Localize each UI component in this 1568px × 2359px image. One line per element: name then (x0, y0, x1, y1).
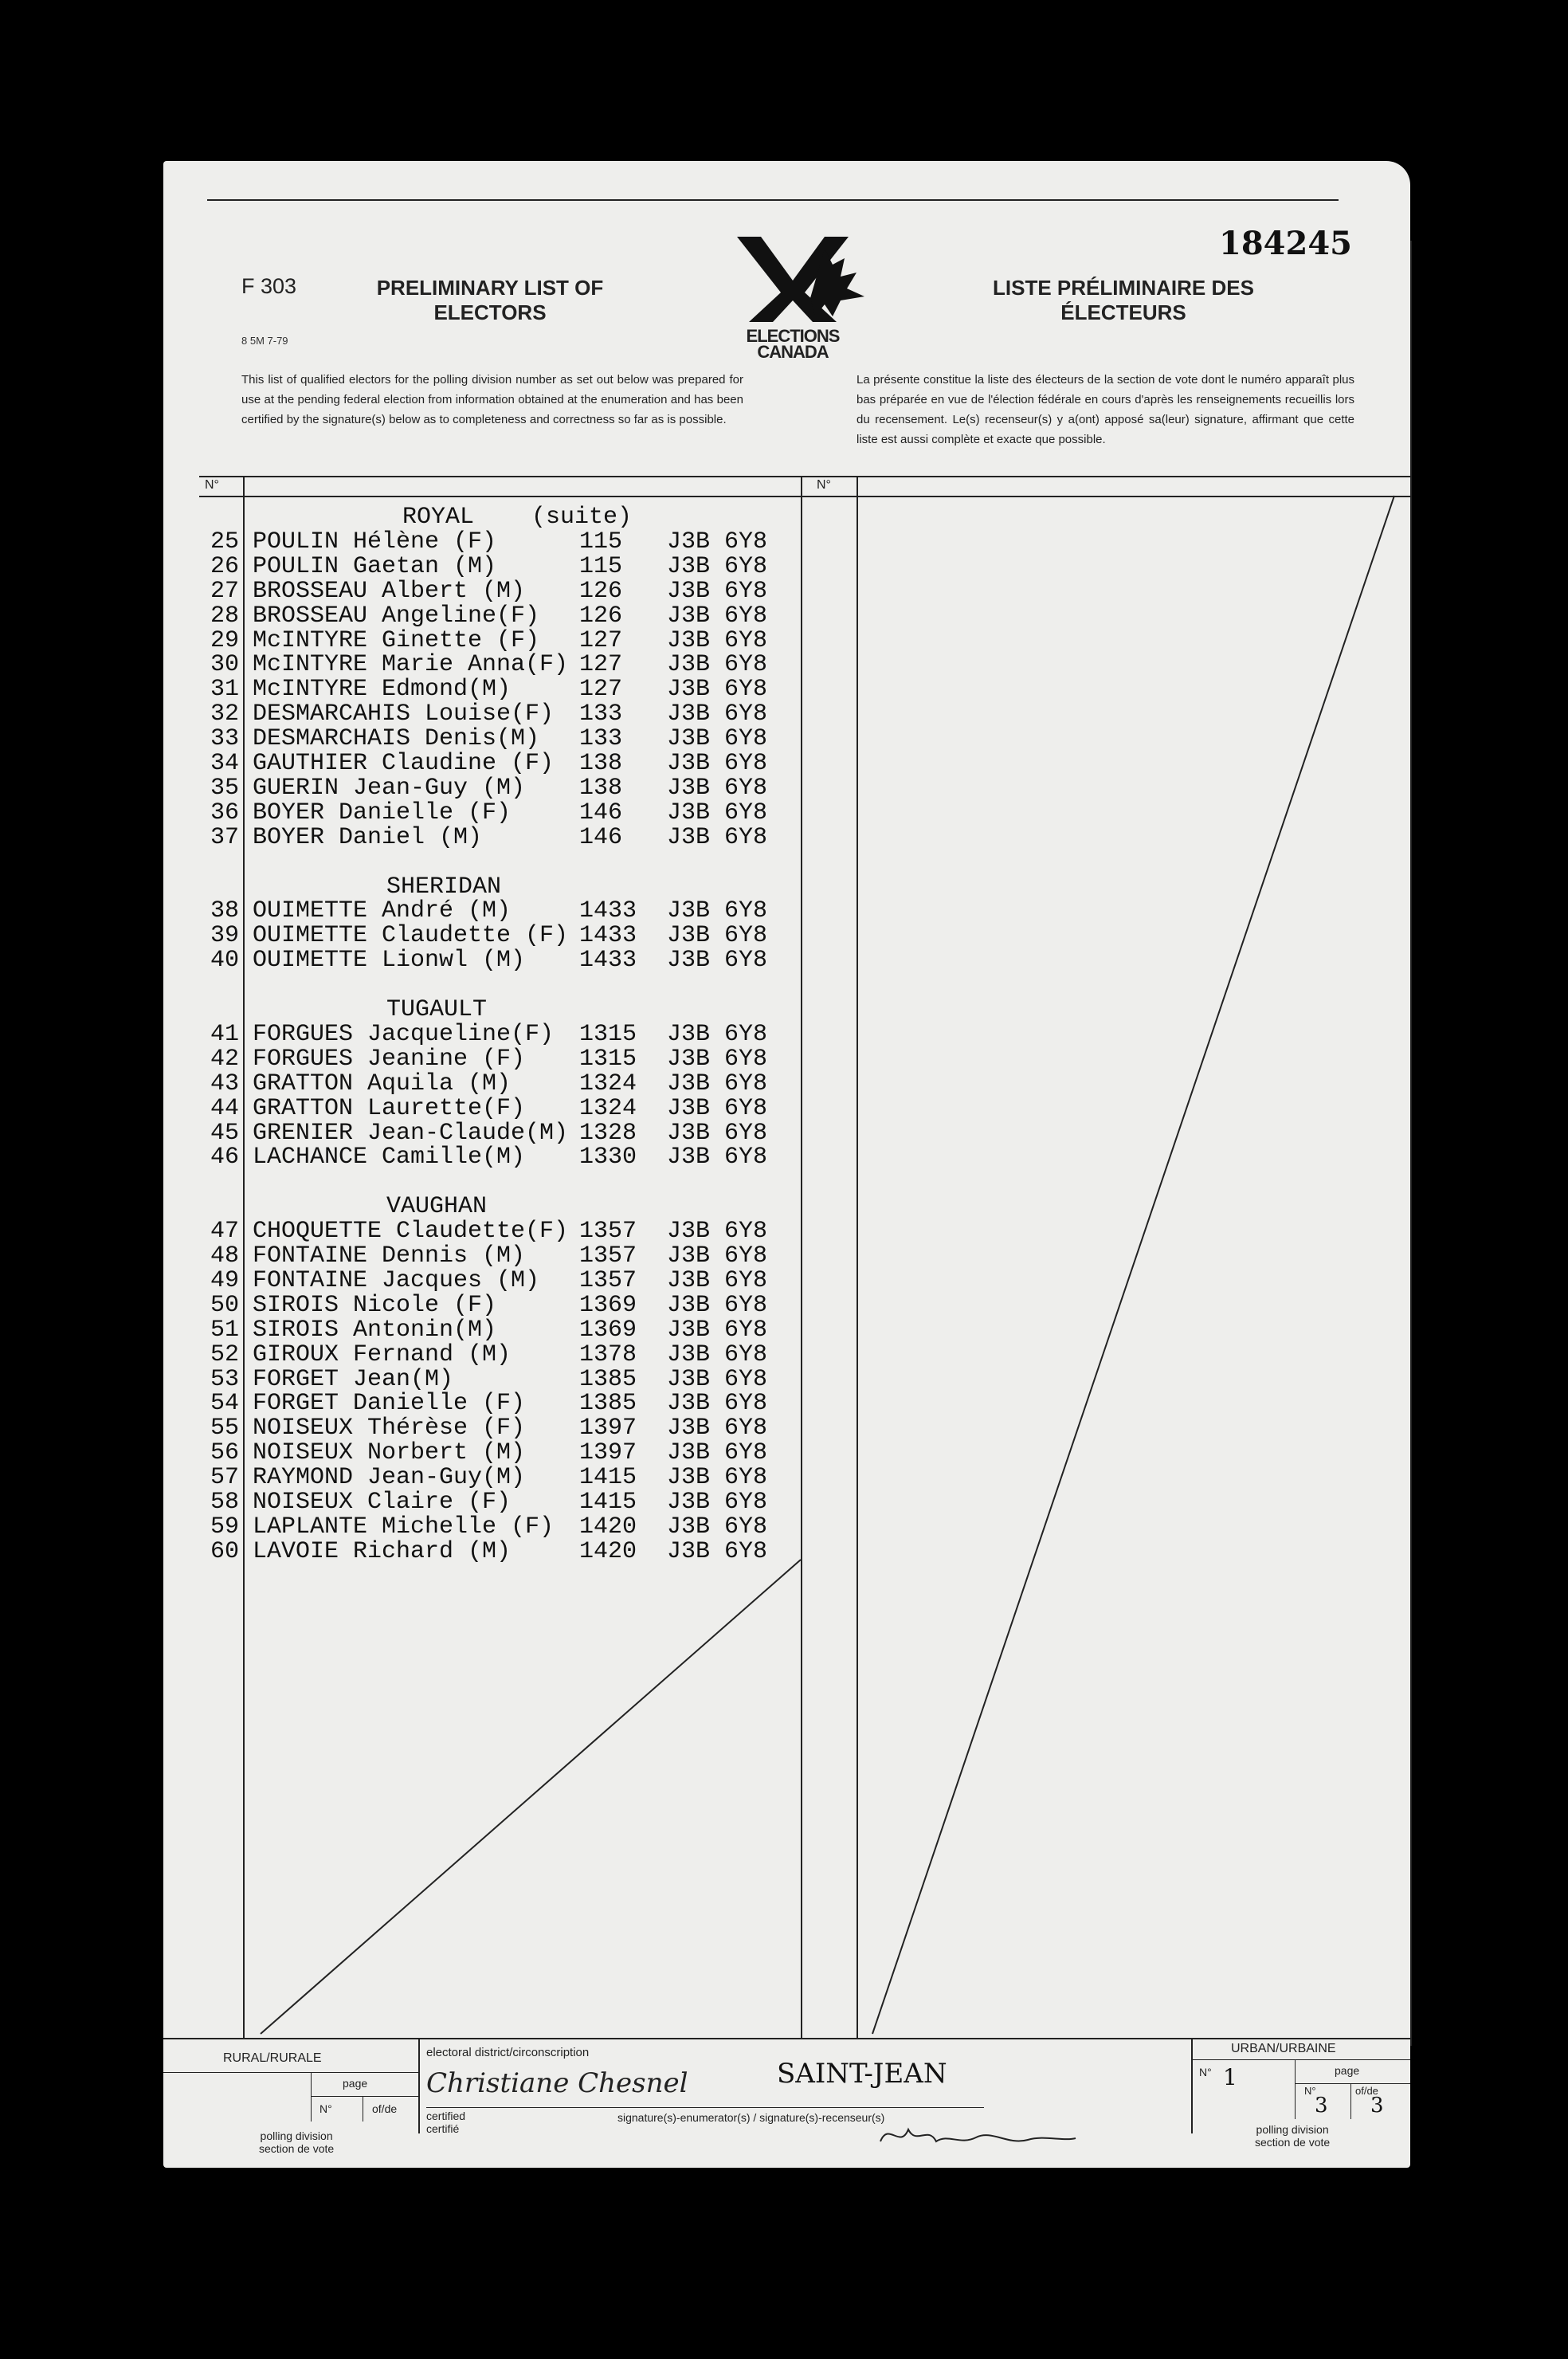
elector-number: 57 (210, 1464, 239, 1492)
elector-number: 36 (210, 799, 239, 826)
elector-name: GRATTON Laurette(F) (253, 1094, 526, 1122)
elector-name: DESMARCAHIS Louise(F) (253, 701, 555, 728)
elector-number: 41 (210, 1020, 239, 1048)
elector-name: FORGUES Jacqueline(F) (253, 1020, 555, 1048)
elector-number: 52 (210, 1340, 239, 1368)
elector-name: GAUTHIER Claudine (F) (253, 750, 555, 777)
elector-postal-code: J3B 6Y8 (667, 577, 768, 605)
elector-name: McINTYRE Ginette (F) (253, 626, 540, 654)
elector-address: 127 (579, 651, 623, 679)
elector-number: 28 (210, 602, 239, 630)
elector-number: 42 (210, 1045, 239, 1073)
form-number: F 303 (241, 274, 297, 298)
urban-of-label: of/de (1355, 2085, 1378, 2097)
elector-address: 1324 (579, 1094, 637, 1122)
elector-postal-code: J3B 6Y8 (667, 725, 768, 753)
elector-name: FORGUES Jeanine (F) (253, 1045, 526, 1073)
elector-postal-code: J3B 6Y8 (667, 602, 768, 630)
elector-address: 1369 (579, 1316, 637, 1344)
elector-name: BROSSEAU Albert (M) (253, 577, 526, 605)
elector-address: 1433 (579, 947, 637, 975)
elector-name: GRENIER Jean-Claude(M) (253, 1119, 569, 1147)
elector-address: 1369 (579, 1291, 637, 1319)
elector-number: 35 (210, 774, 239, 802)
elector-number: 54 (210, 1390, 239, 1418)
title-en-line2: ELECTORS (433, 300, 547, 324)
elector-postal-code: J3B 6Y8 (667, 1242, 768, 1270)
elector-number: 31 (210, 676, 239, 704)
serial-number: 184245 (1219, 225, 1352, 262)
rural-page-label: page (343, 2077, 368, 2090)
footer-rule-2 (1191, 2038, 1193, 2133)
urban-of-rule (1350, 2083, 1351, 2119)
elector-number: 50 (210, 1291, 239, 1319)
urban-label: URBAN/URBAINE (1231, 2042, 1336, 2055)
elector-name: McINTYRE Marie Anna(F) (253, 651, 569, 679)
elector-postal-code: J3B 6Y8 (667, 1513, 768, 1541)
title-fr-line2: ÉLECTEURS (1060, 300, 1186, 324)
elector-name: FONTAINE Dennis (M) (253, 1242, 526, 1270)
electoral-district-value: SAINT-JEAN (777, 2058, 947, 2090)
elector-number: 48 (210, 1242, 239, 1270)
rural-polling-en: polling division (260, 2129, 333, 2142)
elector-postal-code: J3B 6Y8 (667, 1218, 768, 1246)
elector-address: 1357 (579, 1242, 637, 1270)
elector-name: POULIN Hélène (F) (253, 528, 497, 555)
elector-address: 126 (579, 577, 623, 605)
rural-label: RURAL/RURALE (223, 2051, 322, 2065)
elector-number: 32 (210, 701, 239, 728)
elector-number: 34 (210, 750, 239, 777)
elector-postal-code: J3B 6Y8 (667, 1365, 768, 1393)
elector-address: 1433 (579, 922, 637, 950)
elector-address: 126 (579, 602, 623, 630)
elector-address: 127 (579, 626, 623, 654)
right-border-rule (1410, 241, 1412, 2046)
elector-number: 51 (210, 1316, 239, 1344)
elector-name: NOISEUX Thérèse (F) (253, 1415, 526, 1442)
certified-fr: certifié (426, 2122, 460, 2135)
urban-page-no: 3 (1315, 2094, 1328, 2118)
elector-postal-code: J3B 6Y8 (667, 799, 768, 826)
elector-name: OUIMETTE André (M) (253, 897, 512, 925)
elector-address: 146 (579, 823, 623, 851)
elector-postal-code: J3B 6Y8 (667, 1439, 768, 1467)
footer-rule-1 (418, 2038, 420, 2133)
title-fr-line1: LISTE PRÉLIMINAIRE DES (993, 276, 1254, 300)
elector-number: 46 (210, 1144, 239, 1172)
elector-address: 1330 (579, 1144, 637, 1172)
second-signature-scribble (872, 2118, 1080, 2157)
elector-postal-code: J3B 6Y8 (667, 774, 768, 802)
urban-no-value: 1 (1223, 2064, 1237, 2090)
rural-polling-fr: section de vote (259, 2142, 335, 2155)
elector-address: 1378 (579, 1340, 637, 1368)
elector-address: 1420 (579, 1513, 637, 1541)
urban-rule (1191, 2059, 1410, 2060)
elector-number: 25 (210, 528, 239, 555)
elector-postal-code: J3B 6Y8 (667, 1464, 768, 1492)
elector-address: 1397 (579, 1415, 637, 1442)
elector-number: 44 (210, 1094, 239, 1122)
elector-address: 115 (579, 552, 623, 580)
elector-number: 53 (210, 1365, 239, 1393)
elector-postal-code: J3B 6Y8 (667, 651, 768, 679)
elector-postal-code: J3B 6Y8 (667, 1266, 768, 1294)
elector-address: 1385 (579, 1390, 637, 1418)
elector-number: 40 (210, 947, 239, 975)
elector-name: BROSSEAU Angeline(F) (253, 602, 540, 630)
elector-postal-code: J3B 6Y8 (667, 897, 768, 925)
logo-text-canada: CANADA (757, 342, 829, 362)
elector-number: 38 (210, 897, 239, 925)
elector-number: 37 (210, 823, 239, 851)
elector-name: BOYER Danielle (F) (253, 799, 512, 826)
elector-postal-code: J3B 6Y8 (667, 1537, 768, 1565)
elector-address: 1415 (579, 1464, 637, 1492)
rural-rule (163, 2072, 418, 2073)
elector-address: 1420 (579, 1537, 637, 1565)
elector-name: DESMARCHAIS Denis(M) (253, 725, 540, 753)
elector-address: 1357 (579, 1266, 637, 1294)
elector-number: 30 (210, 651, 239, 679)
elector-postal-code: J3B 6Y8 (667, 701, 768, 728)
street-heading: ROYAL (suite) (402, 504, 633, 531)
elector-postal-code: J3B 6Y8 (667, 1045, 768, 1073)
intro-english: This list of qualified electors for the polling division number as set out below was prepared for use at the pending federal election from information obtained at the enumeration and has been certified by the signature(s) below as to completeness and correctness so far as is possible. (241, 373, 743, 426)
elector-number: 58 (210, 1489, 239, 1516)
elector-address: 1315 (579, 1045, 637, 1073)
elector-address: 1357 (579, 1218, 637, 1246)
elector-postal-code: J3B 6Y8 (667, 1020, 768, 1048)
elector-postal-code: J3B 6Y8 (667, 1340, 768, 1368)
elector-number: 56 (210, 1439, 239, 1467)
elector-number: 59 (210, 1513, 239, 1541)
elector-name: RAYMOND Jean-Guy(M) (253, 1464, 526, 1492)
elector-name: FONTAINE Jacques (M) (253, 1266, 540, 1294)
elector-postal-code: J3B 6Y8 (667, 1119, 768, 1147)
footer-top-rule (163, 2038, 1410, 2039)
street-heading: TUGAULT (386, 996, 488, 1023)
form-date: 8 5M 7-79 (241, 335, 288, 347)
urban-page-rule (1295, 2059, 1296, 2119)
urban-polling-en: polling division (1256, 2123, 1329, 2136)
elector-postal-code: J3B 6Y8 (667, 1144, 768, 1172)
rural-page-rule-h (311, 2096, 418, 2097)
elector-number: 33 (210, 725, 239, 753)
urban-of-value: 3 (1370, 2094, 1384, 2118)
elector-address: 1433 (579, 897, 637, 925)
elector-number: 43 (210, 1070, 239, 1097)
elector-address: 1315 (579, 1020, 637, 1048)
elector-address: 138 (579, 750, 623, 777)
street-heading: SHERIDAN (386, 873, 502, 901)
elector-postal-code: J3B 6Y8 (667, 1094, 768, 1122)
elector-address: 1415 (579, 1489, 637, 1516)
elector-name: SIROIS Antonin(M) (253, 1316, 497, 1344)
urban-polling-label (1255, 2123, 1330, 2149)
elector-address: 133 (579, 701, 623, 728)
elector-postal-code: J3B 6Y8 (667, 922, 768, 950)
rural-polling-label (259, 2129, 334, 2155)
title-en-line1: PRELIMINARY LIST OF (376, 276, 604, 300)
elector-postal-code: J3B 6Y8 (667, 947, 768, 975)
elector-postal-code: J3B 6Y8 (667, 528, 768, 555)
elector-name: FORGET Jean(M) (253, 1365, 454, 1393)
elector-name: LACHANCE Camille(M) (253, 1144, 526, 1172)
elector-postal-code: J3B 6Y8 (667, 1070, 768, 1097)
elector-list-form (163, 161, 1410, 2168)
elector-name: OUIMETTE Lionwl (M) (253, 947, 526, 975)
elector-postal-code: J3B 6Y8 (667, 1415, 768, 1442)
elector-address: 146 (579, 799, 623, 826)
urban-page-rule-h (1295, 2083, 1410, 2084)
rural-of-label: of/de (372, 2102, 398, 2115)
elector-postal-code: J3B 6Y8 (667, 1316, 768, 1344)
certified-en: certified (426, 2110, 466, 2122)
elector-name: BOYER Daniel (M) (253, 823, 483, 851)
elector-postal-code: J3B 6Y8 (667, 552, 768, 580)
elector-name: GUERIN Jean-Guy (M) (253, 774, 526, 802)
urban-page-no-label: N° (1304, 2085, 1316, 2097)
elector-address: 1397 (579, 1439, 637, 1467)
elector-name: OUIMETTE Claudette (F) (253, 922, 569, 950)
signature-label: signature(s)-enumerator(s) / signature(s)-recenseur(s) (617, 2111, 885, 2124)
elector-name: NOISEUX Claire (F) (253, 1489, 512, 1516)
elector-address: 115 (579, 528, 623, 555)
electoral-district-label: electoral district/circonscription (426, 2046, 590, 2059)
elector-name: LAVOIE Richard (M) (253, 1537, 512, 1565)
elector-number: 49 (210, 1266, 239, 1294)
urban-polling-fr: section de vote (1255, 2136, 1331, 2149)
elector-number: 39 (210, 922, 239, 950)
elector-postal-code: J3B 6Y8 (667, 1291, 768, 1319)
elector-name: CHOQUETTE Claudette(F) (253, 1218, 569, 1246)
rural-page-rule (311, 2072, 312, 2122)
elector-postal-code: J3B 6Y8 (667, 750, 768, 777)
enumerator-signature: Christiane Chesnel (426, 2067, 688, 2099)
certified-label (426, 2110, 465, 2135)
urban-page-label: page (1335, 2064, 1360, 2077)
elector-number: 60 (210, 1537, 239, 1565)
column-header-no-right: N° (817, 478, 831, 492)
elector-address: 127 (579, 676, 623, 704)
elector-name: LAPLANTE Michelle (F) (253, 1513, 555, 1541)
intro-french: La présente constitue la liste des électeurs de la section de vote dont le numéro apparaît plus bas préparée en vue de l'élection fédérale en cours d'après les renseignements recueillis lors du recensement. Le(s) recenseur(s) y a(ont) apposé sa(leur) signature, affirmant que cette liste est aussi complète et exacte que possible. (857, 373, 1354, 446)
signature-rule (426, 2107, 984, 2108)
elector-postal-code: J3B 6Y8 (667, 823, 768, 851)
elector-name: NOISEUX Norbert (M) (253, 1439, 526, 1467)
elector-number: 55 (210, 1415, 239, 1442)
rural-no-label: N° (319, 2102, 332, 2115)
elector-number: 45 (210, 1119, 239, 1147)
elector-number: 26 (210, 552, 239, 580)
elector-name: SIROIS Nicole (F) (253, 1291, 497, 1319)
logo-text-elections: ELECTIONS (746, 326, 840, 346)
elector-name: FORGET Danielle (F) (253, 1390, 526, 1418)
elector-name: GIROUX Fernand (M) (253, 1340, 512, 1368)
elector-number: 47 (210, 1218, 239, 1246)
elector-name: McINTYRE Edmond(M) (253, 676, 512, 704)
elector-number: 27 (210, 577, 239, 605)
elector-postal-code: J3B 6Y8 (667, 1390, 768, 1418)
elector-address: 1328 (579, 1119, 637, 1147)
elector-address: 1324 (579, 1070, 637, 1097)
elector-name: POULIN Gaetan (M) (253, 552, 497, 580)
elector-number: 29 (210, 626, 239, 654)
elector-postal-code: J3B 6Y8 (667, 626, 768, 654)
elector-address: 138 (579, 774, 623, 802)
column-header-no-left: N° (205, 478, 219, 492)
elector-postal-code: J3B 6Y8 (667, 676, 768, 704)
street-heading: VAUGHAN (386, 1193, 488, 1221)
urban-no-label: N° (1199, 2066, 1212, 2078)
elector-postal-code: J3B 6Y8 (667, 1489, 768, 1516)
elector-name: GRATTON Aquila (M) (253, 1070, 512, 1097)
elector-address: 1385 (579, 1365, 637, 1393)
elector-address: 133 (579, 725, 623, 753)
